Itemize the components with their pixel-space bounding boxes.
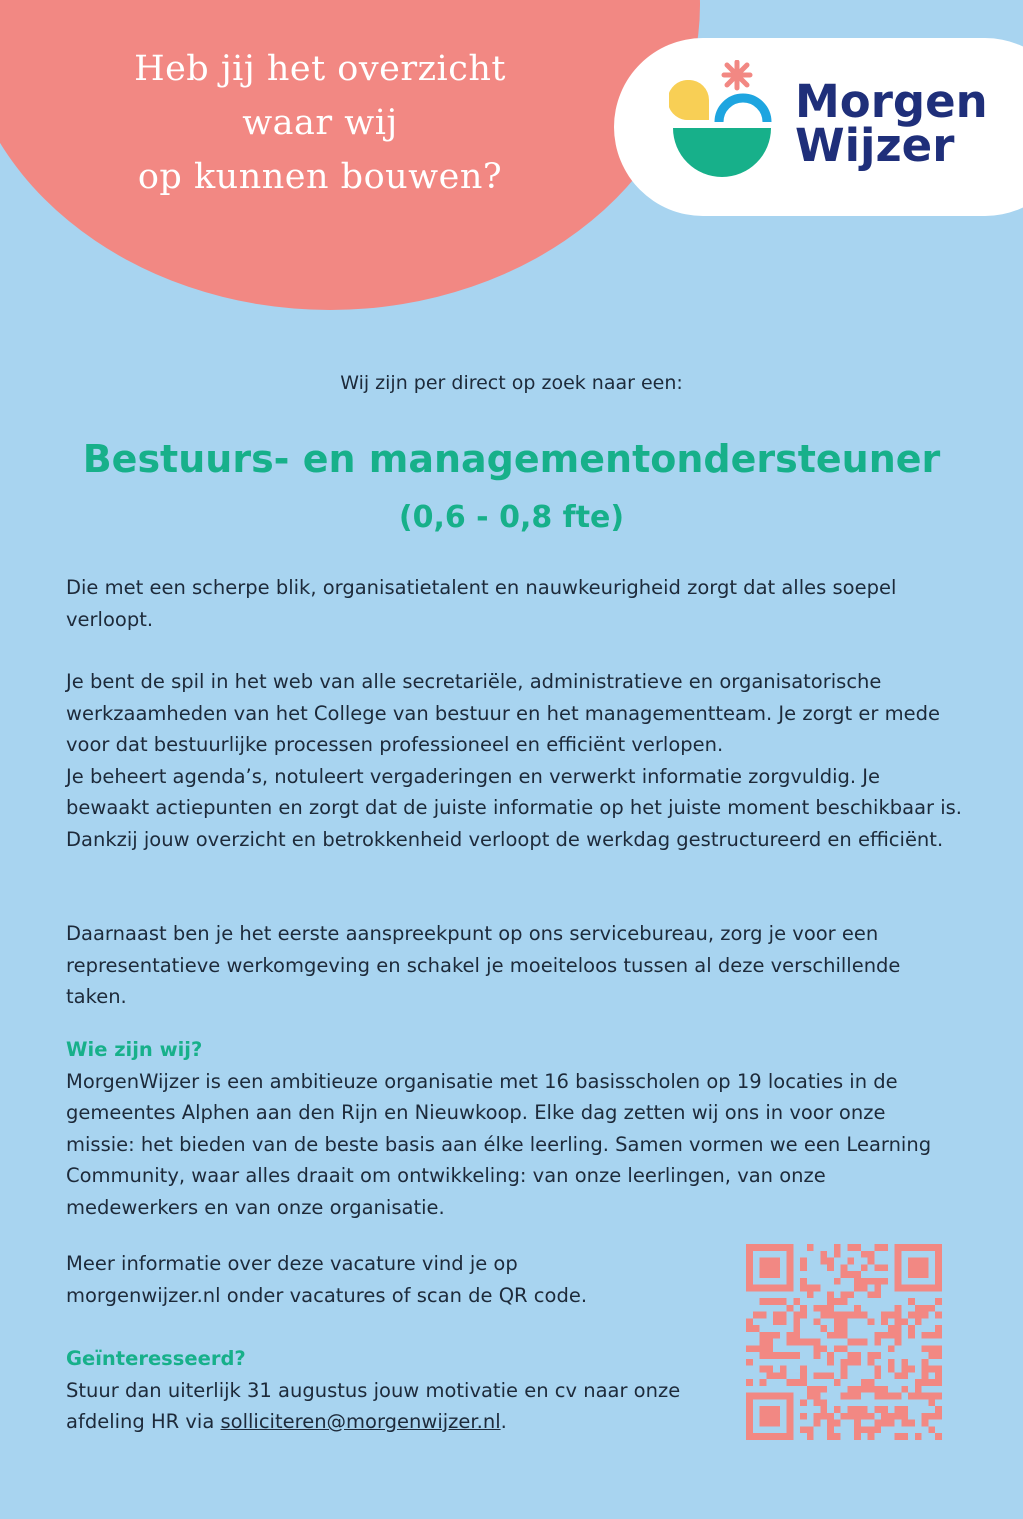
job-title: Bestuurs- en managementondersteuner xyxy=(82,437,941,481)
paragraph-1-text: Die met een scherpe blik, organisatietalent en nauwkeurigheid zorgt dat alles soepel verloopt. xyxy=(66,576,897,631)
paragraph-2b-text: Je beheert agenda’s, notuleert vergaderingen en verwerkt informatie zorgvuldig. Je bewaakt actiepunten en zorgt dat de juiste informatie op het juiste moment beschikbaar is. Dankzij jouw overzicht en betrokkenheid verloopt de werkdag gestructureerd en efficiënt. xyxy=(66,764,963,851)
qr-code[interactable] xyxy=(746,1244,942,1440)
apply-email-link[interactable]: solliciteren@morgenwijzer.nl xyxy=(220,1410,501,1433)
paragraph-1 xyxy=(66,572,966,635)
tagline-line-2: waar wij xyxy=(242,103,398,143)
header-tagline xyxy=(90,42,550,204)
logo-line-1: Morgen xyxy=(795,75,988,128)
about-heading: Wie zijn wij? xyxy=(66,1038,203,1061)
more-info-section xyxy=(66,1248,666,1311)
apply-text-suffix: . xyxy=(500,1410,507,1433)
tagline-line-1: Heb jij het overzicht xyxy=(134,49,506,89)
apply-section xyxy=(66,1343,706,1438)
paragraph-2 xyxy=(66,666,966,855)
job-fte: (0,6 - 0,8 fte) xyxy=(398,500,625,535)
vacancy-intro: Wij zijn per direct op zoek naar een: xyxy=(340,372,683,394)
logo-wordmark xyxy=(795,75,988,172)
morgenwijzer-logo-icon xyxy=(669,60,779,185)
paragraph-3 xyxy=(66,918,966,1013)
apply-text-body: Stuur dan uiterlijk 31 augustus jouw motivatie en cv naar onze afdeling HR via xyxy=(66,1378,681,1433)
logo-line-2: Wijzer xyxy=(795,119,955,172)
about-text: MorgenWijzer is een ambitieuze organisatie met 16 basisscholen op 19 locaties in de gemeentes Alphen aan den Rijn en Nieuwkoop. Elke dag zetten wij ons in voor onze missie: het bieden van de beste basis aan élke leerling. Samen vormen we een Learning Community, waar alles draait om ontwikkeling: van onze leerlingen, van onze medewerkers en van onze organisatie. xyxy=(66,1069,932,1219)
paragraph-2a-text: Je bent de spil in het web van alle secretariële, administratieve en organisatorische werkzaamheden van het College van bestuur en het managementteam. Je zorgt er mede voor dat bestuurlijke processen professioneel en efficiënt verlopen. xyxy=(66,670,940,756)
apply-text xyxy=(66,1375,706,1438)
paragraph-3-text: Daarnaast ben je het eerste aanspreekpunt op ons servicebureau, zorg je voor een representatieve werkomgeving en schakel je moeiteloos tussen al deze verschillende taken. xyxy=(66,922,901,1008)
apply-heading: Geïnteresseerd? xyxy=(66,1347,246,1370)
tagline-line-3: op kunnen bouwen? xyxy=(137,157,503,197)
more-info-text: Meer informatie over deze vacature vind je op morgenwijzer.nl onder vacatures of scan de QR code. xyxy=(66,1252,588,1307)
about-section xyxy=(66,1034,946,1223)
